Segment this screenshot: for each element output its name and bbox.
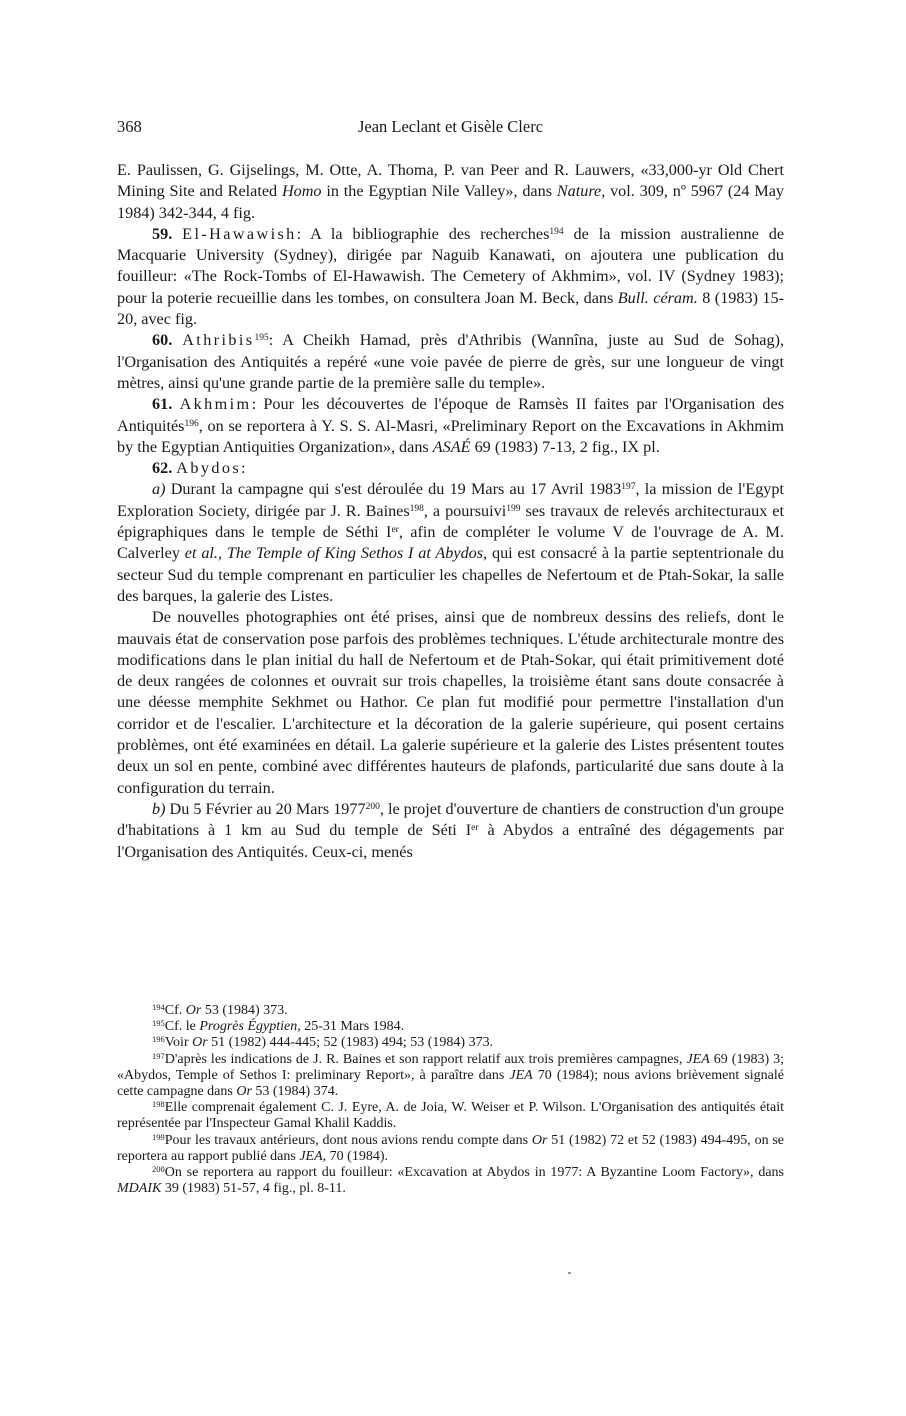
footnote-194: $^{194}$Cf. Or 53 (1984) 373. (152, 1002, 288, 1018)
footnote-198: $^{198}$Elle comprenait également C. J. Eyre, A. de Joia, W. Weiser et P. Wilson. L'Organisation des antiquités était représentée par l'Inspecteur Gamal Khalil Kaddis. (117, 1099, 784, 1132)
footnote-ref: 199 (506, 503, 521, 514)
subsection-b: b) Du 5 Février au 20 Mars 1977$^{200}$, le projet d'ouverture de chantiers de construction d'un groupe d'habitations à 1 km au Sud du temple de Séti Ier à Abydos a entraîné des dégagements par l'Organisation des Antiquités. Ceux-ci, menés (117, 799, 784, 861)
section-number: 62. (152, 459, 173, 478)
site-name: Athribis (182, 331, 255, 350)
paragraph-photographies: De nouvelles photographies ont été prises, ainsi que de nombreux dessins des reliefs, dont le mauvais état de conservation pose parfois des problèmes techniques. L'étude architecturale montre des modifications dans le plan initial du hall de Nefertoum et de Ptah-Sokar, qui était primitivement doté de deux rangées de colonnes et ouvrait sur trois chapelles, la troisième étant sans doute consacrée à une déesse memphite Sekhmet ou Hathor. Ce plan fut modifié pour permettre l'installation d'un corridor et de l'escalier. L'architecture et la décoration de la galerie supérieure, qui posent certains problèmes, ont été examinées en détail. La galerie supérieure et la galerie des Listes présentent toutes deux un sol en pente, combiné avec différentes hauteurs de plafonds, particularité due sans doute à la configuration du terrain. (117, 608, 784, 797)
section-number: 59. (152, 224, 173, 243)
site-name: Akhmim (179, 395, 252, 414)
footnote-ref: 194 (549, 226, 564, 237)
footnote-ref: 198 (409, 503, 424, 514)
page-number: 368 (117, 117, 142, 136)
footnote-ref: 195 (254, 333, 269, 344)
section-number: 60. (152, 331, 173, 350)
footnote-ref: 197 (621, 482, 636, 493)
section-62: 62. Abydos: (152, 459, 246, 478)
footnote-195: $^{195}$Cf. le Progrès Égyptien, 25-31 Mars 1984. (152, 1018, 405, 1035)
subsection-label: a) (152, 480, 166, 499)
section-59: 59. El-Hawawish: A la bibliographie des recherches$^{194}$ de la mission australienne de Macquarie University (Sydney), dirigée par Naguib Kanawati, on ajoutera une publication du fouilleur: «The Rock-Tombs of El-Hawawish. The Cemetery of Akhmim», vol. IV (Sydney 1983); pour la poterie recueillie dans les tombes, on consultera Joan M. Beck, dans Bull. céram. 8 (1983) 15-20, avec fig. (117, 224, 785, 329)
site-name: Abydos (176, 459, 242, 478)
footnote-ref: 200 (365, 801, 380, 812)
footnotes (117, 1003, 784, 1197)
paragraph-continued: E. Paulissen, G. Gijselings, M. Otte, A. Thoma, P. van Peer and R. Lauwers, «33,000-yr Old Chert Mining Site and Related Homo in the Egyptian Nile Valley», dans Nature, vol. 309, nº 5967 (24 May 1984) 342-344, 4 fig. (117, 161, 784, 222)
section-number: 61. (152, 395, 173, 414)
section-61: 61. Akhmim: Pour les découvertes de l'époque de Ramsès II faites par l'Organisation des Antiquités$^{196}$, on se reportera à Y. S. S. Al-Masri, «Preliminary Report on the Excavations in Akhmim by the Egyptian Antiquities Organization», dans ASAÉ 69 (1983) 7-13, 2 fig., IX pl. (117, 395, 785, 456)
footnote-199: $^{199}$Pour les travaux antérieurs, dont nous avions rendu compte dans Or 51 (1982) 72 et 52 (1983) 494-495, on se reportera au rapport publié dans JEA, 70 (1984). (117, 1131, 785, 1164)
footnote-197: $^{197}$D'après les indications de J. R. Baines et son rapport relatif aux trois premières campagnes, JEA 69 (1983) 3; «Abydos, Temple of Sethos I: preliminary Report», à paraître dans JEA 70 (1984); nous avions brièvement signalé cette campagne dans Or 53 (1984) 374. (117, 1050, 785, 1100)
main-text (117, 160, 784, 863)
footnote-200: $^{200}$On se reportera au rapport du fouilleur: «Excavation at Abydos in 1977: A Byzantine Loom Factory», dans MDAIK 39 (1983) 51-57, 4 fig., pl. 8-11. (117, 1164, 784, 1197)
running-title: Jean Leclant et Gisèle Clerc (357, 117, 544, 136)
site-name: El-Hawawish (182, 224, 297, 243)
footnote-196: $^{196}$Voir Or 51 (1982) 444-445; 52 (1983) 494; 53 (1984) 373. (152, 1034, 494, 1051)
section-60: 60. Athribis$^{195}$: A Cheikh Hamad, près d'Athribis (Wannîna, juste au Sud de Sohag), l'Organisation des Antiquités a repéré «une voie pavée de pierre de grès, sur une longueur de vingt mètres, ainsi qu'une grande partie de la première salle du temple». (117, 331, 785, 392)
running-header (117, 117, 784, 141)
subsection-a: a) Durant la campagne qui s'est déroulée du 19 Mars au 17 Avril 1983$^{197}$, la mission de l'Egypt Exploration Society, dirigée par J. R. Baines$^{198}$, a poursuivi$^{199}$ ses travaux de relevés architecturaux et épigraphiques dans le temple de Séthi Ier, afin de compléter le volume V de l'ouvrage de A. M. Calverley et al., The Temple of King Sethos I at Abydos, qui est consacré à la partie septentrionale du secteur Sud du temple comprenant en particulier les chapelles de Nefertoum et de Ptah-Sokar, la salle des barques, la galerie des Listes. (117, 480, 784, 605)
footnote-ref: 196 (184, 418, 199, 429)
scan-speck (568, 1272, 571, 1274)
subsection-label: b) (152, 799, 166, 818)
